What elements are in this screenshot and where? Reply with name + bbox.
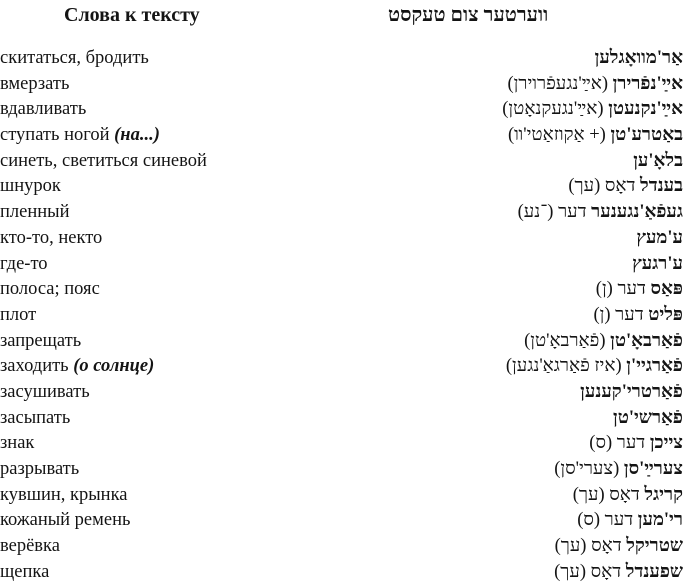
vocabulary-row: [0, 431, 687, 457]
russian-translation: [0, 149, 207, 174]
yiddish-word: אײַ'נפֿרירן: [612, 73, 683, 94]
yiddish-word: צייכן: [649, 433, 683, 454]
vocabulary-row: [0, 277, 687, 303]
russian-word: полоса; пояс: [0, 279, 100, 300]
yiddish-entry: [524, 329, 683, 354]
yiddish-entry: [573, 483, 683, 508]
russian-translation: [0, 174, 61, 199]
yiddish-entry: [502, 97, 683, 122]
yiddish-grammar-info: דאָס (עך): [568, 176, 636, 197]
russian-translation: [0, 329, 81, 354]
yiddish-word: ע'מעץ: [636, 227, 683, 248]
vocabulary-row: [0, 200, 687, 226]
russian-word: верёвка: [0, 536, 60, 557]
russian-usage-note: (о солнце): [73, 356, 155, 377]
vocabulary-row: [0, 380, 687, 406]
russian-word: кувшин, крынка: [0, 484, 128, 505]
yiddish-entry: [613, 406, 683, 431]
russian-translation: [0, 406, 70, 431]
russian-word: знак: [0, 433, 35, 454]
russian-translation: [0, 303, 36, 328]
yiddish-entry: [636, 226, 683, 251]
russian-word: кто-то, некто: [0, 227, 103, 248]
russian-word: засыпать: [0, 407, 71, 428]
vocabulary-row: [0, 226, 687, 252]
russian-word: щепка: [0, 561, 50, 582]
yiddish-word: צערײַ'סן: [623, 459, 683, 479]
yiddish-grammar-info: (+ אַקוזאַטי'װ): [507, 125, 606, 146]
russian-translation: [0, 97, 86, 122]
yiddish-column-header: ווערטער צום טעקסט: [388, 4, 549, 26]
yiddish-entry: [596, 277, 683, 302]
yiddish-word: ע'רגעץ: [632, 253, 683, 274]
russian-word: шнурок: [0, 176, 61, 197]
yiddish-grammar-info: דער (ן): [593, 304, 644, 325]
russian-word: разрывать: [0, 459, 80, 479]
russian-usage-note: (на...): [114, 125, 160, 146]
russian-translation: [0, 354, 154, 379]
yiddish-word: פֿאַרטרי'קענען: [580, 381, 683, 402]
russian-word: ступать ногой: [0, 125, 110, 146]
russian-word: вмерзать: [0, 73, 70, 94]
vocabulary-row: [0, 457, 687, 483]
vocabulary-row: [0, 534, 687, 560]
vocabulary-row: [0, 97, 687, 123]
russian-column-header: Слова к тексту: [64, 4, 200, 26]
russian-translation: [0, 457, 79, 482]
yiddish-word: פּאַס: [650, 279, 683, 300]
vocabulary-row: [0, 406, 687, 432]
yiddish-entry: [589, 431, 683, 456]
yiddish-word: פֿאַרגיי'ן: [626, 356, 683, 377]
russian-translation: [0, 277, 100, 302]
vocabulary-row: [0, 560, 687, 585]
vocabulary-row: [0, 174, 687, 200]
yiddish-word: שטריקל: [626, 536, 683, 557]
vocabulary-row: [0, 483, 687, 509]
yiddish-entry: [568, 174, 683, 199]
russian-translation: [0, 483, 128, 508]
yiddish-entry: [594, 303, 684, 328]
yiddish-word: בענדל: [640, 176, 683, 197]
yiddish-word: פֿאַרשי'טן: [612, 407, 683, 428]
yiddish-word: פֿאַרבאָ'טן: [610, 330, 683, 351]
yiddish-grammar-info: דאָס (עך): [572, 484, 640, 505]
yiddish-entry: [577, 508, 683, 533]
yiddish-grammar-info: דער (־נע): [517, 202, 587, 223]
russian-translation: [0, 380, 90, 405]
yiddish-word: פּליט: [648, 304, 683, 325]
russian-word: пленный: [0, 202, 70, 223]
vocabulary-list: [0, 46, 687, 585]
russian-translation: [0, 508, 130, 533]
yiddish-grammar-info: (אײַ'נגעפֿרוירן): [507, 73, 609, 94]
russian-translation: [0, 200, 69, 225]
yiddish-entry: [555, 534, 683, 559]
vocabulary-row: [0, 46, 687, 72]
yiddish-word: אײַ'נקנעטן: [608, 99, 683, 120]
yiddish-word: אַר'מוואָגלען: [594, 48, 683, 68]
russian-word: вдавливать: [0, 99, 87, 120]
yiddish-grammar-info: (איז פֿאַרגאַ'נגען): [505, 356, 622, 377]
yiddish-entry: [518, 200, 683, 225]
yiddish-word: קריגל: [644, 484, 683, 505]
yiddish-grammar-info: דאָס (עך): [554, 536, 622, 557]
russian-word: плот: [0, 304, 37, 325]
yiddish-grammar-info: (אײַ'נגעקנאָטן): [502, 99, 604, 120]
yiddish-entry: [595, 46, 683, 71]
russian-word: заходить: [0, 356, 69, 377]
yiddish-entry: [508, 123, 683, 148]
yiddish-grammar-info: דער (ס): [577, 510, 634, 531]
yiddish-word: באַטרע'טן: [610, 125, 683, 146]
yiddish-word: רי'מען: [637, 510, 683, 531]
vocabulary-row: [0, 354, 687, 380]
yiddish-entry: [580, 380, 683, 405]
vocabulary-row: [0, 123, 687, 149]
vocabulary-row: [0, 508, 687, 534]
russian-translation: [0, 560, 49, 585]
russian-word: скитаться, бродить: [0, 48, 149, 68]
yiddish-word: בלאָ'ען: [633, 150, 683, 171]
yiddish-entry: [507, 72, 683, 97]
vocabulary-row: [0, 303, 687, 329]
yiddish-grammar-info: דאָס (עך): [554, 561, 622, 582]
russian-translation: [0, 72, 69, 97]
vocabulary-row: [0, 149, 687, 175]
yiddish-entry: [554, 457, 683, 482]
russian-translation: [0, 534, 60, 559]
russian-translation: [0, 252, 48, 277]
russian-word: засушивать: [0, 381, 90, 402]
vocabulary-row: [0, 252, 687, 278]
yiddish-grammar-info: (צערי'סן): [554, 459, 620, 479]
russian-translation: [0, 431, 34, 456]
russian-word: кожаный ремень: [0, 510, 131, 531]
yiddish-entry: [632, 252, 683, 277]
yiddish-entry: [633, 149, 683, 174]
russian-word: синеть, светиться синевой: [0, 150, 207, 171]
yiddish-entry: [506, 354, 683, 379]
yiddish-word: שפענדל: [625, 561, 683, 582]
vocabulary-row: [0, 329, 687, 355]
russian-translation: [0, 46, 149, 71]
russian-word: где-то: [0, 253, 48, 274]
yiddish-word: געפֿאַ'נגענער: [591, 202, 683, 223]
yiddish-grammar-info: (פֿאַרבאָ'טן): [524, 330, 606, 351]
russian-translation: [0, 226, 102, 251]
russian-translation: [0, 123, 160, 148]
yiddish-grammar-info: דער (ן): [595, 279, 646, 300]
russian-word: запрещать: [0, 330, 82, 351]
yiddish-grammar-info: דער (ס): [589, 433, 646, 454]
vocabulary-row: [0, 72, 687, 98]
yiddish-entry: [554, 560, 683, 585]
